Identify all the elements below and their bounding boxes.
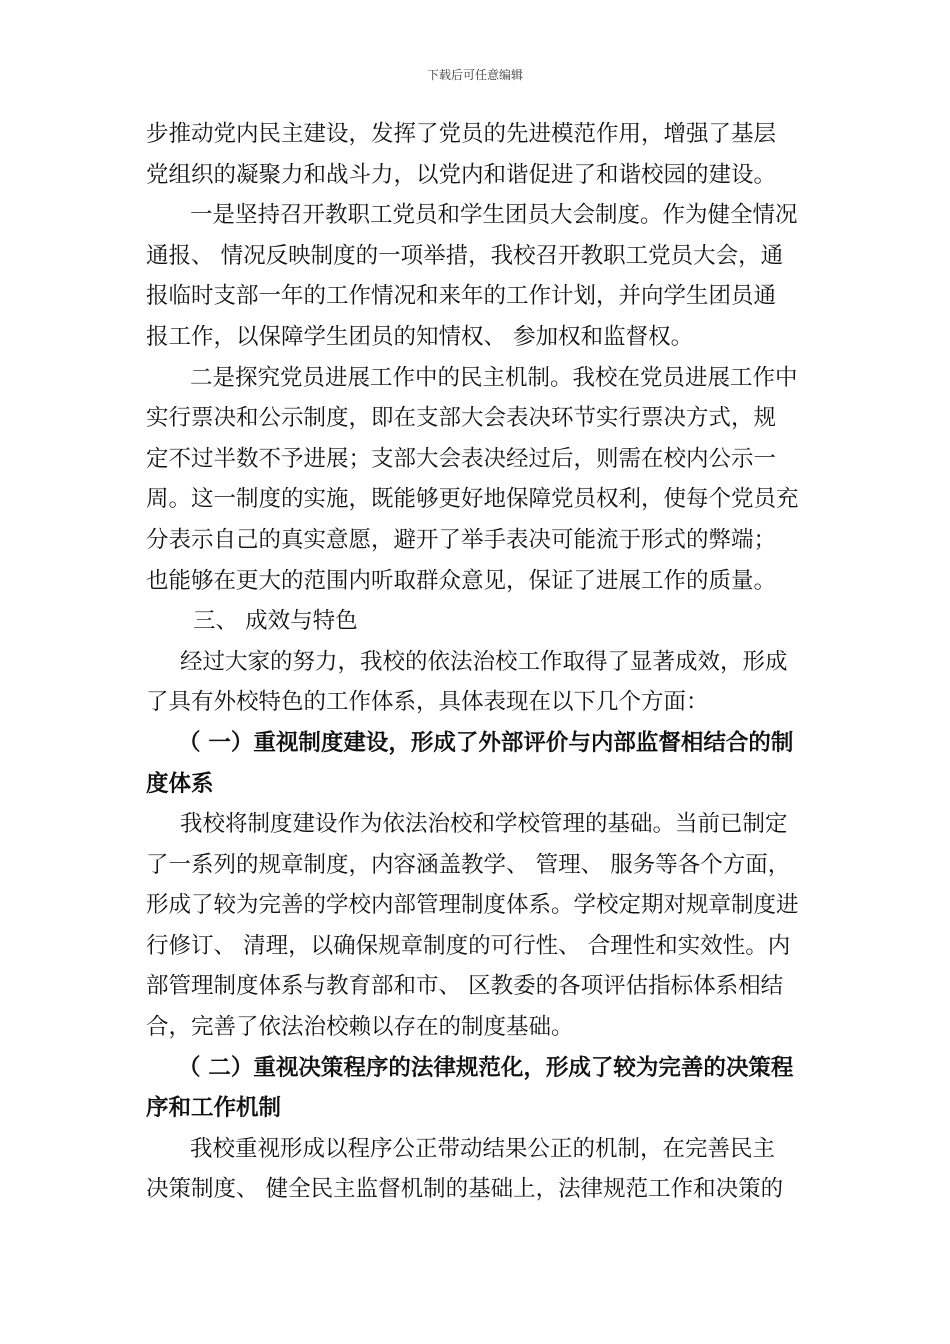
text-line: 二是探究党员进展工作中的民主机制。我校在党员进展工作中 xyxy=(190,364,798,391)
text-line: 步推动党内民主建设，发挥了党员的先进模范作用，增强了基层 xyxy=(146,121,777,147)
text-line: 部管理制度体系与教育部和市、 区教委的各项评估指标体系相结 xyxy=(146,973,784,1000)
document-body xyxy=(146,114,810,1210)
section-heading-line: 度体系 xyxy=(146,770,214,797)
text-line: 了具有外校特色的工作体系，具体表现在以下几个方面： xyxy=(146,689,709,716)
text-line: 决策制度、 健全民主监督机制的基础上，法律规范工作和决策的 xyxy=(146,1176,784,1203)
text-line: 行修订、 清理，以确保规章制度的可行性、 合理性和实效性。内 xyxy=(146,932,791,959)
text-line: 一是坚持召开教职工党员和学生团员大会制度。作为健全情况 xyxy=(190,202,798,229)
text-line: 三、 成效与特色 xyxy=(193,608,358,635)
text-line: 分表示自己的真实意愿，避开了举手表决可能流于形式的弊端； xyxy=(146,526,777,553)
text-line: 合，完善了依法治校赖以存在的制度基础。 xyxy=(146,1014,574,1041)
text-line: 报临时支部一年的工作情况和来年的工作计划，并向学生团员通 xyxy=(146,283,777,310)
text-line: 通报、 情况反映制度的一项举措，我校召开教职工党员大会，通 xyxy=(146,242,784,269)
section-heading-line: （ 一）重视制度建设，形成了外部评价与内部监督相结合的制 xyxy=(178,729,794,756)
text-line: 定不过半数不予进展；支部大会表决经过后，则需在校内公示一 xyxy=(146,445,777,472)
text-line: 也能够在更大的范围内听取群众意见，保证了进展工作的质量。 xyxy=(146,567,777,594)
text-line: 周。这一制度的实施，既能够更好地保障党员权利，使每个党员充 xyxy=(146,486,799,513)
text-line: 实行票决和公示制度，即在支部大会表决环节实行票决方式，规 xyxy=(146,405,777,432)
text-line: 党组织的凝聚力和战斗力，以党内和谐促进了和谐校园的建设。 xyxy=(146,161,777,188)
text-line: 经过大家的努力，我校的依法治校工作取得了显著成效，形成 xyxy=(180,648,788,675)
section-heading-line: 序和工作机制 xyxy=(146,1095,282,1122)
text-line: 了一系列的规章制度，内容涵盖教学、 管理、 服务等各个方面， xyxy=(146,851,791,878)
text-line: 形成了较为完善的学校内部管理制度体系。学校定期对规章制度进 xyxy=(146,892,799,919)
text-line: 我校重视形成以程序公正带动结果公正的机制，在完善民主 xyxy=(190,1135,776,1162)
section-heading-line: （ 二）重视决策程序的法律规范化，形成了较为完善的决策程 xyxy=(178,1054,794,1081)
page-header: 下载后可任意编辑 xyxy=(426,68,523,82)
text-line: 报工作，以保障学生团员的知情权、 参加权和监督权。 xyxy=(146,323,694,350)
text-line: 我校将制度建设作为依法治校和学校管理的基础。当前已制定 xyxy=(180,811,788,838)
